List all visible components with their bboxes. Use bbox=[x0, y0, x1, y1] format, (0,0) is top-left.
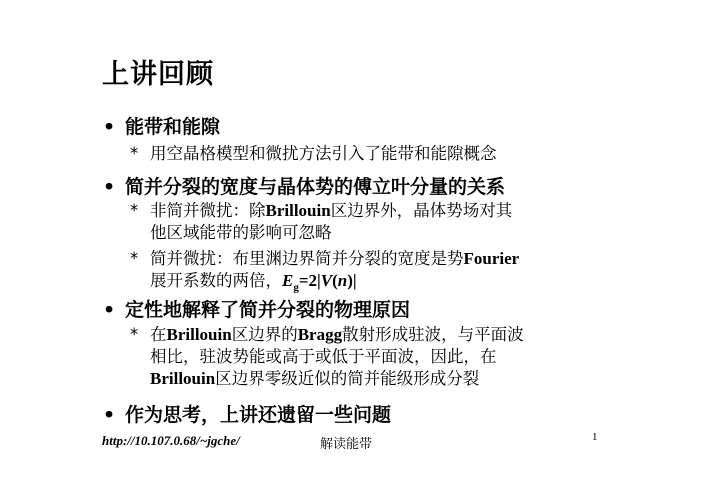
sub-bullet-text bbox=[150, 324, 524, 390]
bullet-text: 能带和能隙 bbox=[125, 116, 221, 138]
bullet-text: 作为思考，上讲还遗留一些问题 bbox=[125, 404, 392, 426]
bullet-item bbox=[103, 112, 220, 139]
sub-bullet-marker: * bbox=[130, 249, 139, 268]
bullet-marker: • bbox=[103, 299, 116, 321]
bullet-text: 简并分裂的宽度与晶体势的傅立叶分量的关系 bbox=[125, 176, 506, 198]
text-run: 非简并微扰：除 bbox=[150, 201, 266, 220]
sub-bullet-item bbox=[130, 324, 524, 390]
text-run: Brillouin bbox=[166, 325, 232, 344]
text-run: Brillouin bbox=[265, 201, 331, 220]
sub-bullet-text bbox=[150, 200, 512, 244]
bullet-marker: • bbox=[103, 116, 116, 138]
sub-bullet-item bbox=[130, 143, 497, 165]
equation-text: )| bbox=[347, 271, 357, 290]
text-run: 在 bbox=[150, 325, 167, 344]
sub-bullet-text bbox=[150, 248, 519, 298]
equation-symbol: E bbox=[282, 271, 294, 290]
bullet-item bbox=[103, 295, 410, 322]
sub-bullet-marker: * bbox=[130, 325, 139, 344]
page-number: 1 bbox=[592, 431, 598, 443]
sub-bullet-item bbox=[130, 200, 512, 244]
equation-subscript: g bbox=[293, 281, 299, 294]
text-run: 散射形成驻波，与平面波 bbox=[342, 325, 524, 344]
bullet-text: 定性地解释了简并分裂的物理原因 bbox=[125, 299, 411, 321]
text-run: 区边界的 bbox=[231, 325, 298, 344]
equation-symbol: V bbox=[320, 271, 333, 290]
text-run: Fourier bbox=[463, 249, 520, 268]
equation-symbol: n bbox=[337, 271, 348, 290]
text-run: 简并微扰：布里渊边界简并分裂的宽度是势 bbox=[150, 249, 464, 268]
text-run: Brillouin bbox=[150, 369, 216, 388]
sub-bullet-text: 用空晶格模型和微扰方法引入了能带和能隙概念 bbox=[150, 144, 497, 163]
bullet-item bbox=[103, 400, 391, 427]
text-run: 区边界外，晶体势场对其 bbox=[330, 201, 513, 220]
equation-text: ( bbox=[332, 271, 338, 290]
sub-bullet-marker: * bbox=[130, 201, 139, 220]
bullet-marker: • bbox=[103, 176, 116, 198]
text-run: 区边界零级近似的简并能级形成分裂 bbox=[215, 369, 480, 388]
bullet-item bbox=[103, 172, 505, 199]
text-run: 相比，驻波势能或高于或低于平面波，因此，在 bbox=[150, 347, 497, 366]
text-run: 展开系数的两倍， bbox=[150, 271, 282, 290]
footer-topic: 解读能带 bbox=[320, 437, 373, 452]
footer-url: http://10.107.0.68/~jgche/ bbox=[102, 433, 240, 448]
text-run: 他区域能带的影响可忽略 bbox=[150, 223, 332, 242]
slide-title: 上讲回顾 bbox=[102, 59, 214, 90]
sub-bullet-item bbox=[130, 248, 519, 298]
equation-text: =2| bbox=[298, 271, 321, 290]
text-run: Bragg bbox=[297, 325, 343, 344]
sub-bullet-marker: * bbox=[130, 144, 139, 163]
bullet-marker: • bbox=[103, 404, 116, 426]
